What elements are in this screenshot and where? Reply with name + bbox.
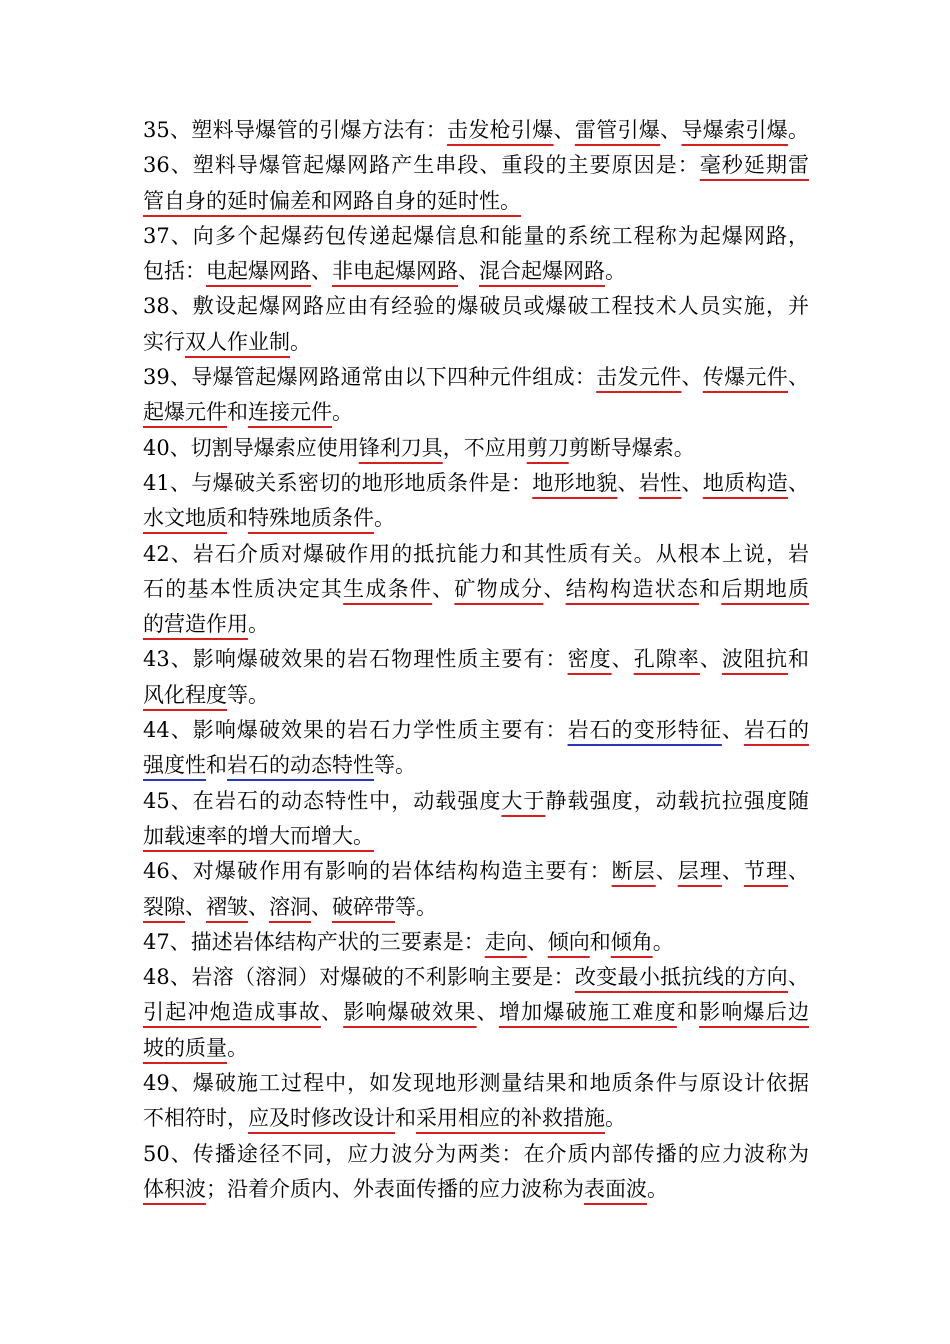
answer-blank: 倾向 [547,929,590,954]
answer-blank: 孔隙率 [633,647,700,672]
text-line [143,501,809,536]
question-text: 、 [788,965,809,990]
question-text: 36、塑料导爆管起爆网路产生串段、重段的主要原因是： [143,153,700,178]
document-body [143,113,809,1207]
answer-blank: 表面波 [584,1176,647,1201]
answer-blank: 地形地貌 [532,470,618,495]
answer-blank: 非电起爆网路 [332,259,458,284]
answer-blank: 传爆元件 [702,365,789,390]
question-text: 和 [699,576,722,601]
answer-blank: 层理 [677,859,722,884]
question-text: 50、传播途径不同，应力波分为两类：在介质内部传播的应力波称为 [143,1141,809,1166]
question-text: 、 [660,118,682,142]
answer-blank: 溶洞 [269,894,311,919]
answer-blank: 击发元件 [596,365,682,390]
text-line [143,748,809,783]
question-text: 静载强度，动载抗拉强度随 [545,788,809,813]
text-line [143,784,809,819]
question-text: 。 [248,612,269,637]
question-text: 、 [611,647,634,672]
answer-blank: 影响爆后边 [699,1000,810,1025]
question-text: 、 [681,470,703,495]
question-text: 39、导爆管起爆网路通常由以下四种元件组成： [143,365,597,390]
answer-blank: 后期地质 [721,576,810,601]
answer-blank: 波阻抗 [721,647,789,672]
question-text: 41、与爆破关系密切的地形地质条件是： [143,470,533,495]
question-text: 和 [227,400,248,425]
question-text: 。 [374,506,395,531]
question-text: 42、岩石介质对爆破作用的抵抗能力和其性质有关。从根本上说，岩 [143,541,809,566]
question-text: ；沿着介质内、外表面传播的应力波称为 [206,1176,584,1201]
question-text: 45、在岩石的动态特性中，动载强度 [143,788,502,813]
text-line [143,466,809,501]
answer-blank: 节理 [743,859,789,884]
answer-blank: 破碎带 [332,894,395,919]
answer-blank: 混合起爆网路 [479,259,605,284]
question-text: 、 [699,647,722,672]
question-text: 和 [589,929,611,954]
answer-blank: 强度性 [143,753,206,778]
answer-blank: 应及时修改设计 [248,1106,395,1131]
answer-blank: 毫秒延期雷 [699,153,809,178]
answer-blank: 岩石的 [743,718,810,743]
text-line [143,642,809,677]
answer-blank: 击发枪引爆 [447,118,554,142]
question-text: 等。 [374,753,416,778]
answer-blank: 管自身的延时偏差和网路自身的延时性。 [143,188,521,213]
text-line [143,431,809,466]
answer-blank: 锋利刀具 [358,435,443,460]
text-line [143,678,809,713]
question-text: 49、爆破施工过程中，如发现地形测量结果和地质条件与原设计依据 [143,1071,809,1096]
question-text: 等。 [227,682,269,707]
question-text: 实行 [143,329,185,354]
question-text: 43、影响爆破效果的岩石物理性质主要有： [143,647,568,672]
question-text: 44、影响爆破效果的岩石力学性质主要有： [143,718,568,743]
question-text: 、 [721,718,744,743]
text-line [143,148,809,183]
question-text: 。 [652,929,674,954]
question-text: 、 [311,259,332,284]
question-text: 35、塑料导爆管的引爆方法有： [143,118,448,142]
answer-blank: 结构构造状态 [565,576,700,601]
question-text: 和 [206,753,227,778]
text-line [143,537,809,572]
question-text: 和 [227,506,248,531]
question-text: 38、敷设起爆网路应由有经验的爆破员或爆破工程技术人员实施，并 [143,294,809,319]
answer-blank: 地质构造 [702,470,789,495]
answer-blank: 水文地质 [143,506,227,531]
question-text: 46、对爆破作用有影响的岩体结构构造主要有： [143,859,612,884]
text-line [143,219,809,254]
question-text: ，不应用 [442,435,527,460]
question-text: 47、描述岩体结构产状的三要素是： [143,929,485,954]
question-text: 、 [655,859,678,884]
text-line [143,1066,809,1101]
answer-blank: 双人作业制 [185,329,290,354]
text-line [143,819,809,854]
answer-blank: 连接元件 [248,400,332,425]
question-text: 、 [788,365,810,390]
question-text: 40、切割导爆索应使用 [143,435,359,460]
text-line [143,113,809,148]
answer-blank: 采用相应的补救措施 [416,1106,605,1131]
text-line [143,360,809,395]
question-text: 48、岩溶（溶洞）对爆破的不利影响主要是： [143,965,575,990]
question-text: 、 [543,576,566,601]
answer-blank: 大于 [501,788,546,813]
question-text: 和 [676,1000,700,1025]
answer-blank: 矿物成分 [454,576,544,601]
question-text: 、 [311,894,332,919]
question-text: 、 [788,859,810,884]
question-text: 和 [788,647,810,672]
question-text: 剪断导爆索。 [568,435,695,460]
question-text: 、 [458,259,479,284]
answer-blank: 特殊地质条件 [248,506,374,531]
text-line [143,1101,809,1136]
question-text: 。 [605,259,626,284]
text-line [143,960,809,995]
question-text: 37、向多个起爆药包传递起爆信息和能量的系统工程称为起爆网路， [143,223,809,248]
answer-blank: 的营造作用 [143,612,248,637]
answer-blank: 密度 [567,647,612,672]
answer-blank: 倾角 [610,929,653,954]
question-text: 、 [526,929,548,954]
question-text: 不相符时， [143,1106,248,1131]
question-text: 和 [395,1106,416,1131]
text-line [143,854,809,889]
answer-blank: 剪刀 [526,435,569,460]
question-text: 。 [647,1176,668,1201]
answer-blank: 增加爆破施工难度 [498,1000,677,1025]
answer-blank: 岩石的变形特征 [567,718,722,743]
question-text: 、 [185,894,206,919]
answer-blank: 岩性 [638,470,682,495]
text-line [143,607,809,642]
text-line [143,325,809,360]
question-text: 、 [432,576,455,601]
text-line [143,890,809,925]
text-line [143,713,809,748]
answer-blank: 岩石的动态特性 [227,753,374,778]
question-text: 包括： [143,259,206,284]
question-text: 。 [788,118,810,142]
question-text: 。 [227,1035,248,1060]
answer-blank: 改变最小抵抗线的方向 [574,965,788,990]
question-text: 、 [721,859,744,884]
text-line [143,925,809,960]
answer-blank: 风化程度 [143,682,227,707]
answer-blank: 雷管引爆 [574,118,661,142]
answer-blank: 起爆元件 [143,400,227,425]
answer-blank: 走向 [484,929,527,954]
text-line [143,254,809,289]
question-text: 、 [617,470,639,495]
question-text: 。 [290,329,311,354]
question-text: 、 [788,470,810,495]
text-line [143,995,809,1030]
text-line [143,395,809,430]
text-line [143,1172,809,1207]
question-text: 等。 [395,894,437,919]
answer-blank: 坡的质量 [143,1035,227,1060]
answer-blank: 褶皱 [206,894,248,919]
question-text: 、 [320,1000,344,1025]
answer-blank: 体积波 [143,1176,206,1201]
question-text: 、 [476,1000,499,1025]
answer-blank: 断层 [611,859,656,884]
answer-blank: 裂隙 [143,894,185,919]
question-text: 。 [605,1106,626,1131]
question-text: 。 [332,400,353,425]
answer-blank: 电起爆网路 [206,259,311,284]
question-text: 、 [553,118,575,142]
answer-blank: 导爆索引爆 [681,118,789,142]
text-line [143,572,809,607]
answer-blank: 引起冲炮造成事故 [143,1000,321,1025]
answer-blank: 生成条件 [343,576,433,601]
answer-blank: 加载速率的增大而增大。 [143,823,374,848]
question-text: 石的基本性质决定其 [143,576,344,601]
text-line [143,289,809,324]
answer-blank: 影响爆破效果 [343,1000,477,1025]
text-line [143,184,809,219]
question-text: 、 [248,894,269,919]
text-line [143,1137,809,1172]
text-line [143,1031,809,1066]
question-text: 、 [681,365,703,390]
